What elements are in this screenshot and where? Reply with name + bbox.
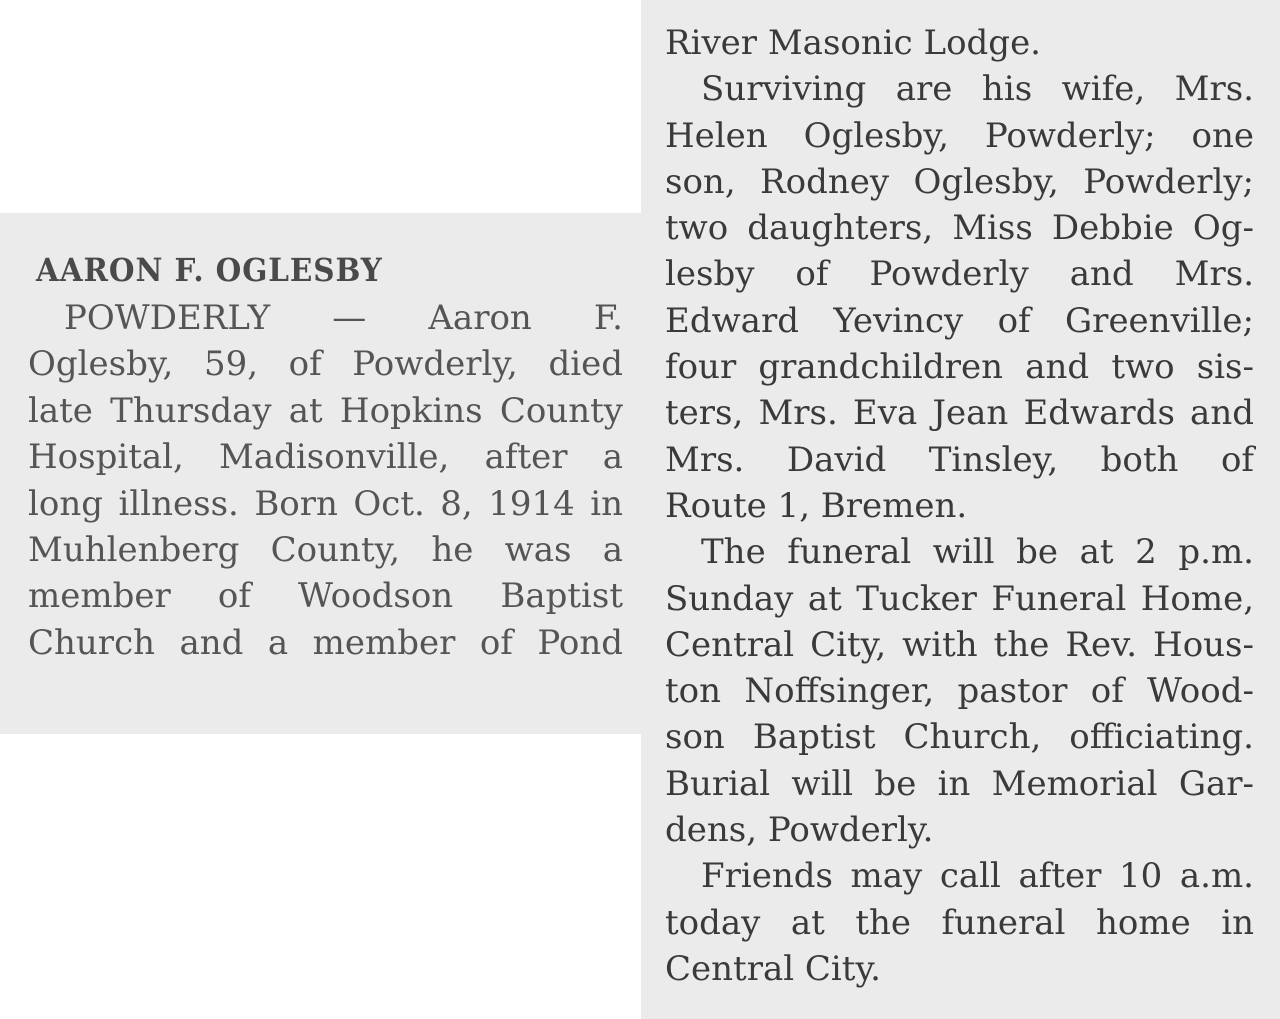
text-line: Edward Yevincy of Greenville; <box>665 300 1254 341</box>
text-line: member of Woodson Baptist <box>28 576 623 617</box>
text-line: Central City, with the Rev. Hous- <box>665 624 1254 665</box>
text-line: today at the funeral home in <box>665 902 1254 943</box>
text-line: River Masonic Lodge. <box>665 23 1041 63</box>
text-line: Central City. <box>665 948 881 989</box>
obituary-headline: AARON F. OGLESBY <box>36 251 383 289</box>
text-line: long illness. Born Oct. 8, 1914 in <box>28 483 623 524</box>
text-line: ters, Mrs. Eva Jean Edwards and <box>665 393 1254 434</box>
text-line: Muhlenberg County, he was a <box>28 530 623 571</box>
clipping-right <box>641 0 1280 1019</box>
text-line: Route 1, Bremen. <box>665 485 968 526</box>
text-line: four grandchildren and two sis- <box>665 347 1254 388</box>
text-line: POWDERLY — Aaron F. <box>64 298 623 338</box>
text-line: Hospital, Madisonville, after a <box>28 437 623 478</box>
text-line: Mrs. David Tinsley, both of <box>665 439 1254 480</box>
text-line: son Baptist Church, officiating. <box>665 717 1254 758</box>
text-line: son, Rodney Oglesby, Powderly; <box>665 161 1254 202</box>
clipping-left <box>0 213 641 734</box>
text-line: Church and a member of Pond <box>28 622 623 663</box>
text-line: Sunday at Tucker Funeral Home, <box>665 578 1254 619</box>
text-line: late Thursday at Hopkins County <box>28 390 623 431</box>
text-line: Friends may call after 10 a.m. <box>701 856 1254 897</box>
right-column-text <box>665 20 1254 992</box>
text-line: two daughters, Miss Debbie Og- <box>665 208 1254 249</box>
text-line: The funeral will be at 2 p.m. <box>701 532 1254 573</box>
left-column-text <box>28 295 623 666</box>
text-line: ton Noffsinger, pastor of Wood- <box>665 671 1254 712</box>
text-line: lesby of Powderly and Mrs. <box>665 254 1254 295</box>
text-line: Burial will be in Memorial Gar- <box>665 763 1254 804</box>
text-line: Surviving are his wife, Mrs. <box>701 69 1254 110</box>
text-line: Helen Oglesby, Powderly; one <box>665 115 1254 156</box>
text-line: dens, Powderly. <box>665 810 934 851</box>
text-line: Oglesby, 59, of Powderly, died <box>28 344 623 385</box>
